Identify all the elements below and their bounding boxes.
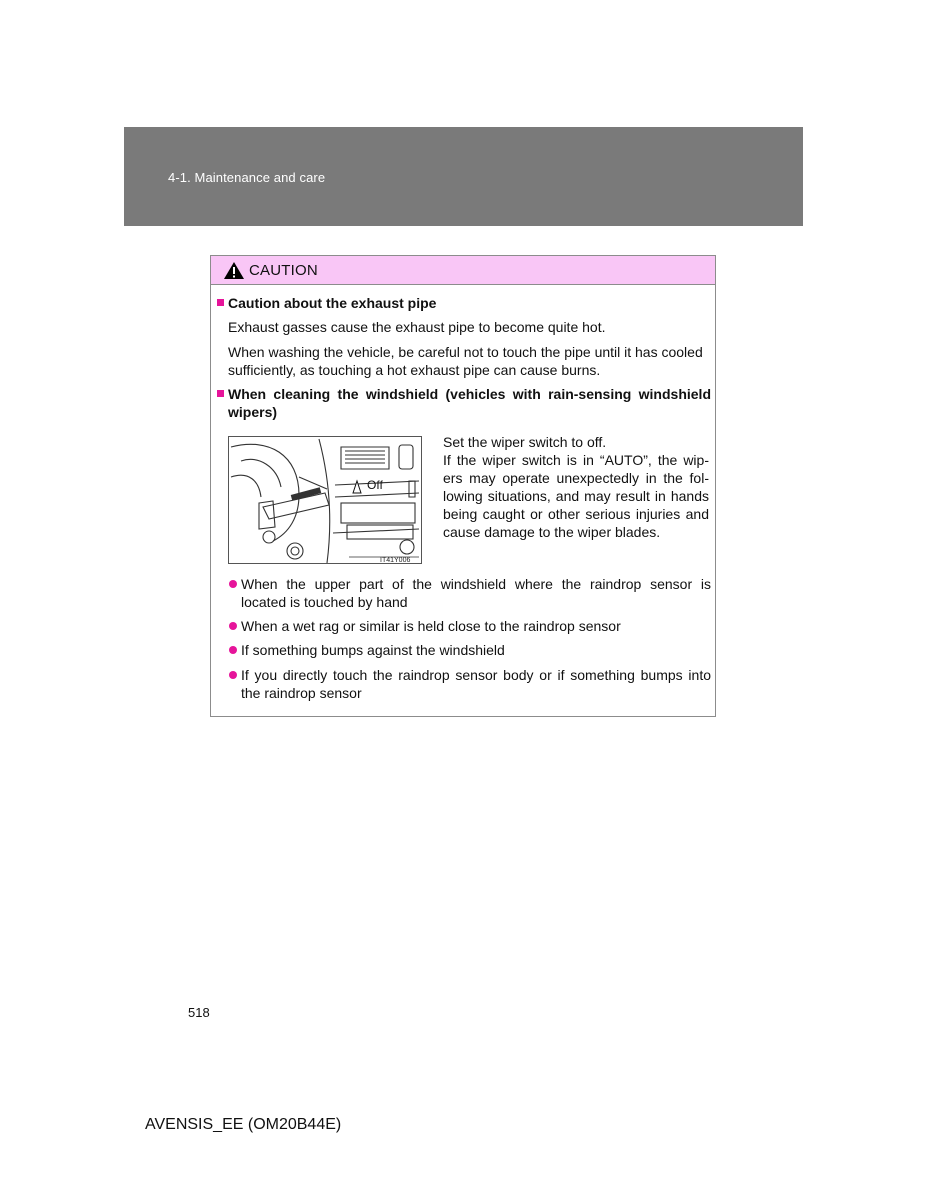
exhaust-heading: Caution about the exhaust pipe <box>228 295 437 311</box>
exhaust-paragraph-2-line-1: When washing the vehicle, be careful not to touch the pipe until it has cooled <box>228 344 703 360</box>
warning-triangle-icon <box>223 261 245 280</box>
caution-title: CAUTION <box>249 261 318 279</box>
situation-1-line-1: When the upper part of the windshield where the raindrop sensor is <box>241 576 711 592</box>
list-bullet-dot <box>229 622 237 630</box>
section-bullet-square <box>217 299 224 306</box>
section-label: 4-1. Maintenance and care <box>168 170 326 185</box>
list-bullet-dot <box>229 580 237 588</box>
situation-4-line-2: the raindrop sensor <box>241 685 362 701</box>
situation-3: If something bumps against the windshield <box>241 642 505 658</box>
wiper-instruction-line: Set the wiper switch to off. <box>443 434 607 450</box>
section-header-band <box>124 127 803 226</box>
exhaust-paragraph-1: Exhaust gasses cause the exhaust pipe to become quite hot. <box>228 319 606 335</box>
dashboard-drawing <box>229 437 421 563</box>
wiper-switch-illustration <box>228 436 422 564</box>
exhaust-paragraph-2-line-2: sufficiently, as touching a hot exhaust pipe can cause burns. <box>228 362 601 378</box>
situation-1-line-2: located is touched by hand <box>241 594 408 610</box>
wiper-instruction-line: lowing situations, and may result in hands <box>443 488 709 504</box>
wiper-instruction-line: being caught or other serious injuries and <box>443 506 709 522</box>
off-label: Off <box>367 478 383 492</box>
windshield-heading-line-2: wipers) <box>228 404 278 420</box>
situation-2: When a wet rag or similar is held close to the raindrop sensor <box>241 618 621 634</box>
situation-4-line-1: If you directly touch the raindrop sensor body or if something bumps into <box>241 667 711 683</box>
figure-code: IT41Y006 <box>380 557 411 563</box>
page-number: 518 <box>188 1005 210 1020</box>
caution-header <box>211 256 715 285</box>
wiper-instructions <box>443 433 709 541</box>
list-bullet-dot <box>229 671 237 679</box>
document-id: AVENSIS_EE (OM20B44E) <box>145 1116 342 1133</box>
list-bullet-dot <box>229 646 237 654</box>
wiper-instruction-line: ers may operate unexpectedly in the fol- <box>443 470 709 486</box>
windshield-heading-line-1: When cleaning the windshield (vehicles with rain-sensing windshield <box>228 386 711 402</box>
section-bullet-square <box>217 390 224 397</box>
caution-box <box>210 255 716 717</box>
wiper-instruction-line: cause damage to the wiper blades. <box>443 524 661 540</box>
wiper-instruction-line: If the wiper switch is in “AUTO”, the wip- <box>443 452 709 468</box>
